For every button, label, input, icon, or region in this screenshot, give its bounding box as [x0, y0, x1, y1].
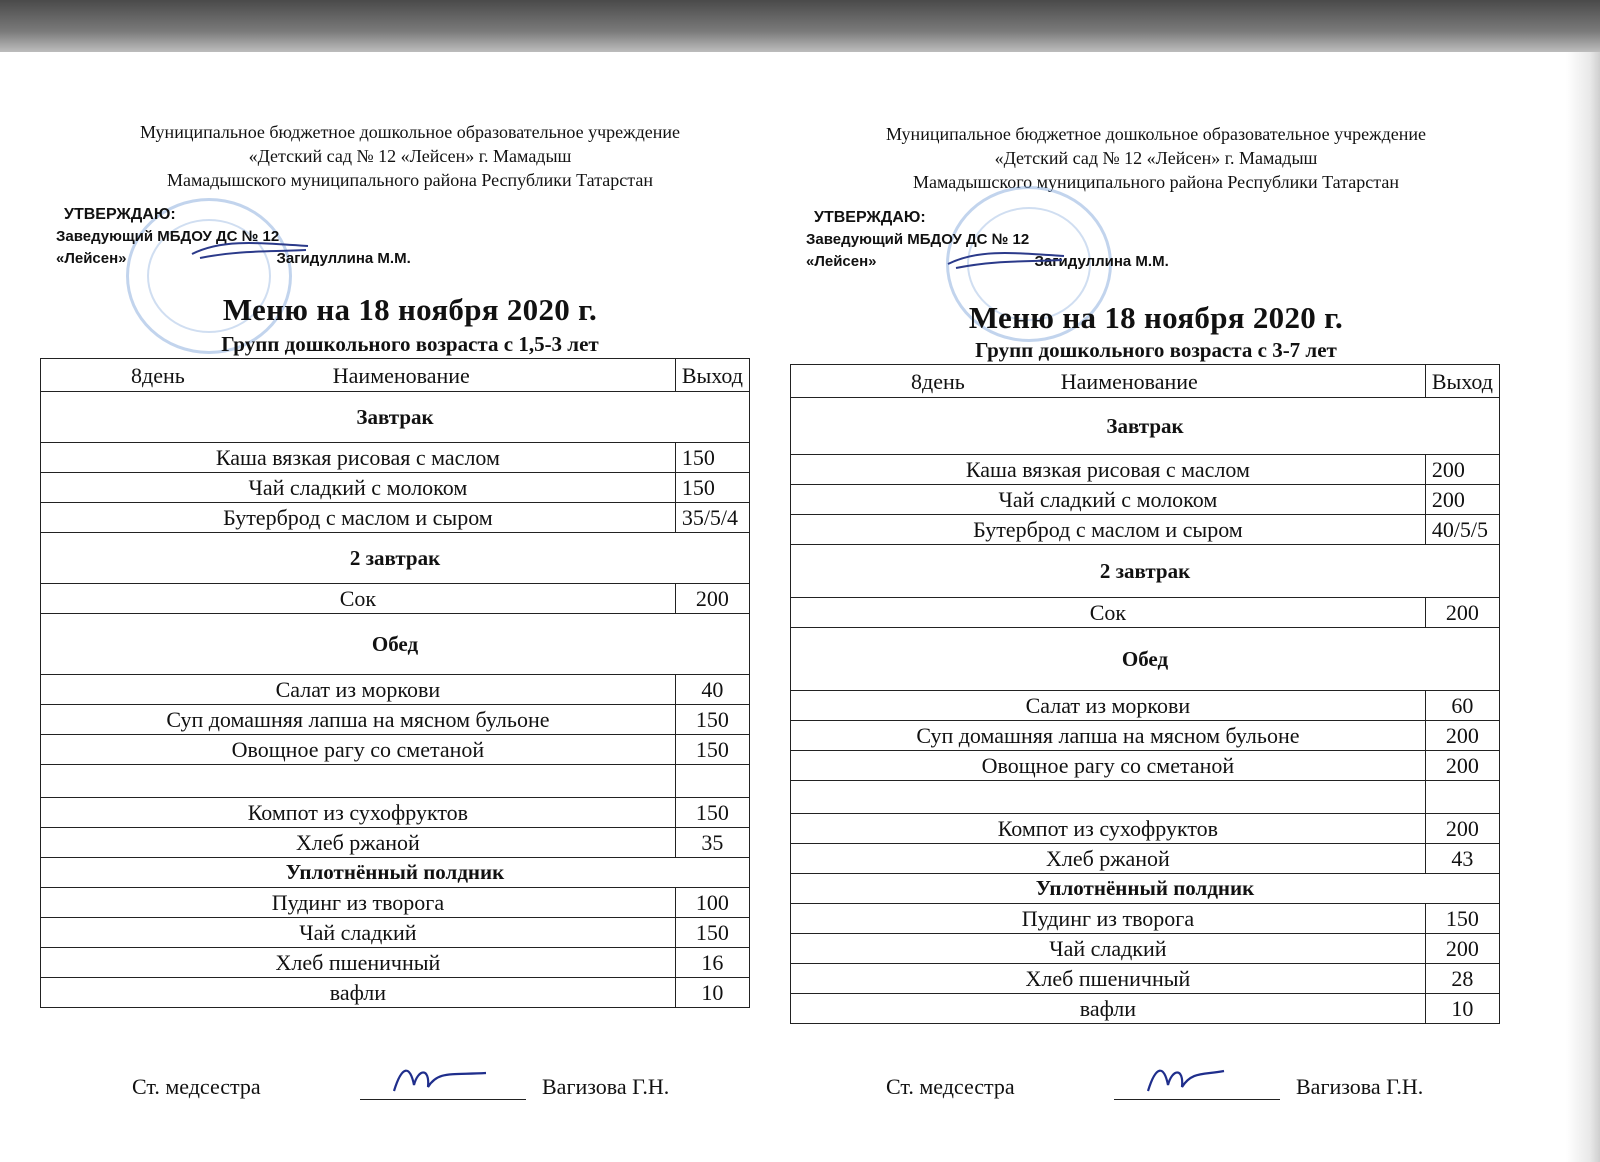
dish-output: 200 — [1425, 751, 1499, 781]
dish-name: Сок — [41, 584, 676, 614]
table-row — [41, 948, 750, 978]
table-row — [41, 828, 750, 858]
table-row — [791, 515, 1500, 545]
nurse-name: Вагизова Г.Н. — [542, 1074, 670, 1099]
header-output: Выход — [675, 359, 749, 392]
dish-name: Хлеб пшеничный — [791, 964, 1426, 994]
section-snack: Уплотнённый полдник — [791, 874, 1500, 904]
section-row — [41, 858, 750, 888]
section-row — [791, 628, 1500, 691]
section-row — [791, 398, 1500, 455]
dish-output: 150 — [675, 473, 749, 503]
dish-output: 60 — [1425, 691, 1499, 721]
dish-output: 150 — [675, 443, 749, 473]
table-row — [41, 473, 750, 503]
dish-name: Суп домашняя лапша на мясном бульоне — [41, 705, 676, 735]
director-signature — [190, 236, 310, 262]
section-breakfast: Завтрак — [41, 392, 750, 443]
dish-name: Чай сладкий — [41, 918, 676, 948]
menu-title: Меню на 18 ноября 2020 г. — [968, 300, 1344, 335]
dish-output: 150 — [675, 705, 749, 735]
table-row-empty — [41, 765, 750, 798]
menu-table — [40, 358, 750, 1008]
dish-name — [791, 781, 1426, 814]
table-row — [791, 964, 1500, 994]
organization-header — [40, 120, 780, 192]
table-row — [791, 844, 1500, 874]
director-name: Загидуллина М.М. — [1034, 253, 1169, 270]
dish-output: 200 — [1425, 814, 1499, 844]
table-row — [41, 705, 750, 735]
nurse-signature-line — [360, 1077, 526, 1100]
approval-title: УТВЕРЖДАЮ: — [64, 206, 176, 223]
dish-output: 35 — [675, 828, 749, 858]
section-row — [791, 545, 1500, 598]
group-title: Групп дошкольного возраста с 3-7 лет — [975, 338, 1337, 362]
table-row — [41, 888, 750, 918]
section-breakfast2: 2 завтрак — [791, 545, 1500, 598]
table-row — [41, 918, 750, 948]
dish-output: 150 — [675, 798, 749, 828]
nurse-name: Вагизова Г.Н. — [1296, 1074, 1424, 1099]
header-day: 8день — [131, 362, 185, 388]
table-row — [41, 798, 750, 828]
dish-name: вафли — [791, 994, 1426, 1024]
group-title: Групп дошкольного возраста с 1,5-3 лет — [221, 332, 599, 356]
section-breakfast: Завтрак — [791, 398, 1500, 455]
header-output: Выход — [1425, 365, 1499, 398]
dish-name: Пудинг из творога — [791, 904, 1426, 934]
dish-output: 10 — [1425, 994, 1499, 1024]
dish-name: Бутерброд с маслом и сыром — [791, 515, 1426, 545]
approval-position: Заведующий МБДОУ ДС № 12 — [56, 228, 280, 245]
org-line-1: Муниципальное бюджетное дошкольное образовательное учреждение — [140, 122, 680, 142]
dish-name: Компот из сухофруктов — [41, 798, 676, 828]
org-line-1: Муниципальное бюджетное дошкольное образовательное учреждение — [886, 124, 1426, 144]
table-row — [791, 721, 1500, 751]
dish-name: Овощное рагу со сметаной — [791, 751, 1426, 781]
dish-output: 150 — [675, 918, 749, 948]
header-day: 8день — [911, 368, 965, 394]
dish-name: Суп домашняя лапша на мясном бульоне — [791, 721, 1426, 751]
table-row — [791, 485, 1500, 515]
table-row — [791, 751, 1500, 781]
table-header — [791, 365, 1500, 398]
table-row — [791, 994, 1500, 1024]
org-line-3: Мамадышского муниципального района Республики Татарстан — [167, 170, 653, 190]
dish-name: вафли — [41, 978, 676, 1008]
dish-output: 200 — [1425, 934, 1499, 964]
nurse-role: Ст. медсестра — [132, 1074, 261, 1099]
table-row — [791, 904, 1500, 934]
dish-output: 16 — [675, 948, 749, 978]
dish-output: 200 — [1425, 455, 1499, 485]
table-row — [791, 455, 1500, 485]
dish-name: Компот из сухофруктов — [791, 814, 1426, 844]
dish-output: 200 — [1425, 485, 1499, 515]
section-lunch: Обед — [41, 614, 750, 675]
header-name: Наименование — [332, 362, 470, 388]
table-row — [41, 584, 750, 614]
menu-sheet-left — [40, 0, 780, 1162]
table-row — [41, 675, 750, 705]
section-row — [791, 874, 1500, 904]
approval-title: УТВЕРЖДАЮ: — [814, 209, 926, 226]
table-row — [791, 598, 1500, 628]
menu-sheet-right — [806, 0, 1546, 1162]
director-name: Загидуллина М.М. — [276, 250, 411, 267]
dish-output: 40 — [675, 675, 749, 705]
dish-output: 100 — [675, 888, 749, 918]
dish-output: 28 — [1425, 964, 1499, 994]
table-row — [41, 443, 750, 473]
table-row — [41, 978, 750, 1008]
nurse-signature — [390, 1061, 490, 1095]
dish-output: 10 — [675, 978, 749, 1008]
footer-signature — [886, 1074, 1546, 1100]
dish-name: Пудинг из творога — [41, 888, 676, 918]
organization-header — [786, 122, 1526, 194]
table-row — [791, 934, 1500, 964]
section-snack: Уплотнённый полдник — [41, 858, 750, 888]
menu-title: Меню на 18 ноября 2020 г. — [222, 292, 598, 327]
section-breakfast2: 2 завтрак — [41, 533, 750, 584]
dish-name: Хлеб пшеничный — [41, 948, 676, 978]
footer-signature — [132, 1074, 792, 1100]
dish-output: 200 — [1425, 721, 1499, 751]
nurse-role: Ст. медсестра — [886, 1074, 1015, 1099]
dish-name: Салат из моркови — [791, 691, 1426, 721]
dish-name: Бутерброд с маслом и сыром — [41, 503, 676, 533]
section-row — [41, 614, 750, 675]
dish-output — [1425, 781, 1499, 814]
table-row — [791, 814, 1500, 844]
dish-output: 43 — [1425, 844, 1499, 874]
table-row — [41, 735, 750, 765]
section-lunch: Обед — [791, 628, 1500, 691]
nurse-signature-line — [1114, 1077, 1280, 1100]
dish-name: Чай сладкий с молоком — [41, 473, 676, 503]
approval-position: Заведующий МБДОУ ДС № 12 — [806, 231, 1030, 248]
approval-org-name: «Лейсен» — [806, 253, 877, 270]
approval-org-name: «Лейсен» — [56, 250, 127, 267]
section-row — [41, 533, 750, 584]
table-header — [41, 359, 750, 392]
table-row — [41, 503, 750, 533]
dish-name: Сок — [791, 598, 1426, 628]
dish-name: Каша вязкая рисовая с маслом — [41, 443, 676, 473]
dish-name: Чай сладкий с молоком — [791, 485, 1426, 515]
dish-name: Салат из моркови — [41, 675, 676, 705]
dish-name: Хлеб ржаной — [41, 828, 676, 858]
table-row-empty — [791, 781, 1500, 814]
dish-name: Хлеб ржаной — [791, 844, 1426, 874]
dish-output — [675, 765, 749, 798]
header-name: Наименование — [1060, 368, 1198, 394]
org-line-2: «Детский сад № 12 «Лейсен» г. Мамадыш — [994, 148, 1318, 168]
scan-right-edge — [1566, 52, 1600, 1162]
dish-output: 150 — [675, 735, 749, 765]
org-line-2: «Детский сад № 12 «Лейсен» г. Мамадыш — [248, 146, 572, 166]
org-line-3: Мамадышского муниципального района Республики Татарстан — [913, 172, 1399, 192]
dish-output: 200 — [675, 584, 749, 614]
dish-name: Каша вязкая рисовая с маслом — [791, 455, 1426, 485]
section-row — [41, 392, 750, 443]
dish-output: 200 — [1425, 598, 1499, 628]
dish-output: 35/5/4 — [675, 503, 749, 533]
dish-output: 40/5/5 — [1425, 515, 1499, 545]
nurse-signature — [1144, 1061, 1244, 1095]
director-signature — [946, 246, 1066, 272]
menu-table — [790, 364, 1500, 1024]
table-row — [791, 691, 1500, 721]
dish-output: 150 — [1425, 904, 1499, 934]
dish-name — [41, 765, 676, 798]
dish-name: Чай сладкий — [791, 934, 1426, 964]
dish-name: Овощное рагу со сметаной — [41, 735, 676, 765]
